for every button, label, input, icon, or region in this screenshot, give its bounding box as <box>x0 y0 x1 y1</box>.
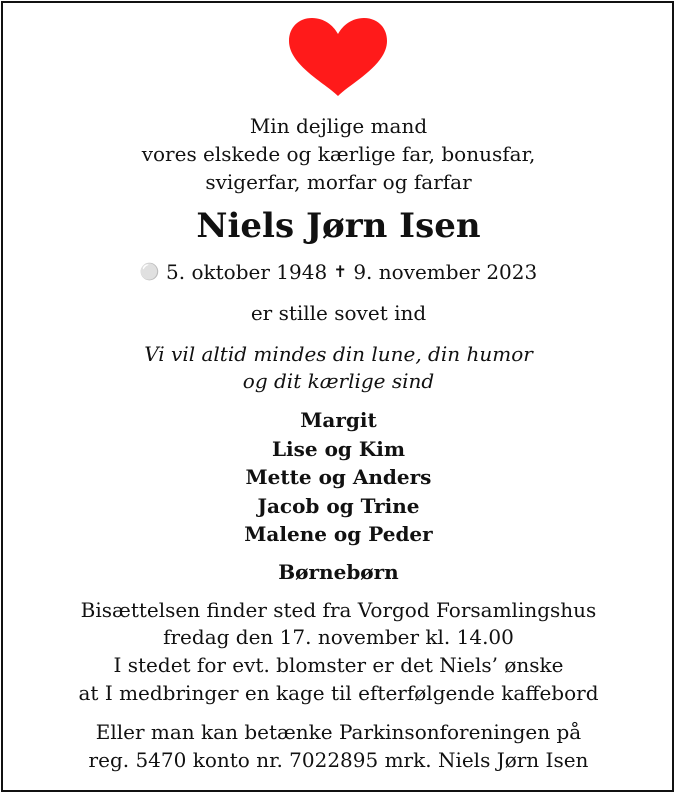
intro-line-2: vores elskede og kærlige far, bonusfar, <box>141 142 536 166</box>
family-member: Lise og Kim <box>271 437 406 461</box>
death-date: 9. november 2023 <box>353 260 538 284</box>
intro-line-1: Min dejlige mand <box>249 114 428 138</box>
funeral-line-1: Bisættelsen finder sted fra Vorgod Forsamlingshus <box>80 598 597 622</box>
heart-shape <box>289 18 387 96</box>
funeral-line-2: fredag den 17. november kl. 14.00 <box>163 625 514 649</box>
donation-line-2: reg. 5470 konto nr. 7022895 mrk. Niels Jørn Isen <box>88 748 589 772</box>
quote-line-1: Vi vil altid mindes din lune, din humor <box>144 342 533 366</box>
intro-line-3: svigerfar, morfar og farfar <box>205 170 472 194</box>
funeral-line-3: I stedet for evt. blomster er det Niels’ ønske <box>113 653 564 677</box>
heart-icon <box>287 17 389 97</box>
family-member: Malene og Peder <box>244 522 433 546</box>
grandchildren-label: Børnebørn <box>278 560 399 584</box>
quote-line-2: og dit kærlige sind <box>242 369 435 393</box>
family-member: Margit <box>300 408 377 432</box>
family-member: Mette og Anders <box>245 465 432 489</box>
status-text: er stille sovet ind <box>250 301 427 325</box>
life-dates <box>0 260 677 284</box>
funeral-line-4: at I medbringer en kage til efterfølgende kaffebord <box>78 681 599 705</box>
cross-icon: ✝ <box>333 262 347 281</box>
family-member: Jacob og Trine <box>257 494 420 518</box>
star-icon: ⚪ <box>139 262 160 281</box>
birth-date: 5. oktober 1948 <box>166 260 328 284</box>
deceased-name: Niels Jørn Isen <box>196 206 481 246</box>
donation-line-1: Eller man kan betænke Parkinsonforeningen på <box>95 720 582 744</box>
